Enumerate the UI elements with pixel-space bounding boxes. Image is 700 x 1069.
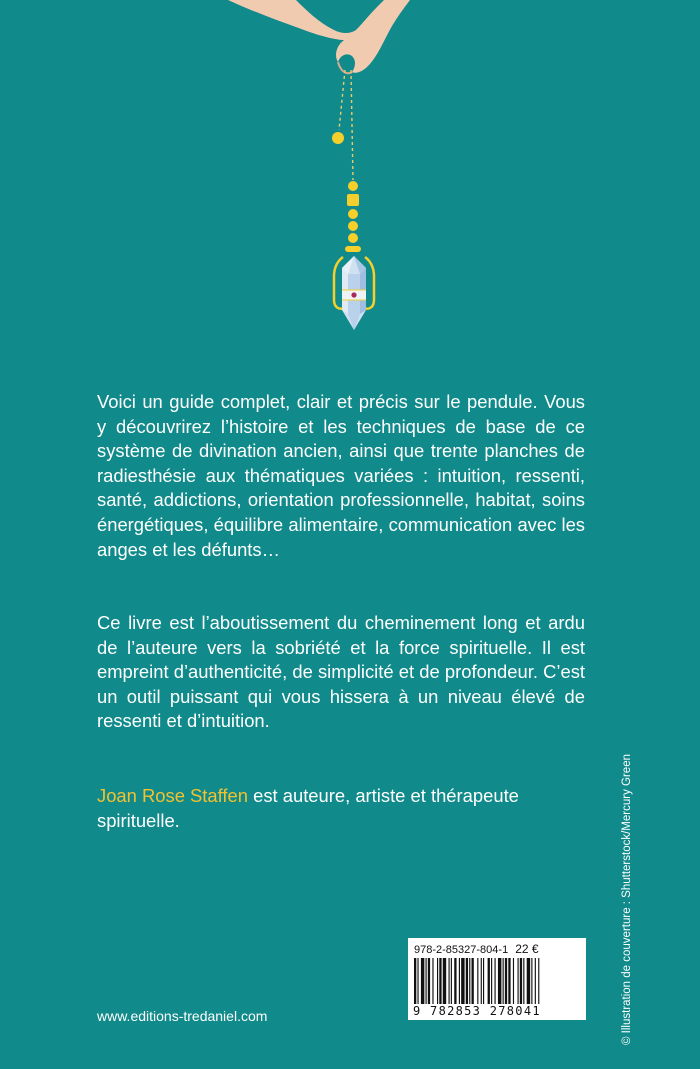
illustration-credit: © Illustration de couverture : Shutterstock/Mercury Green bbox=[621, 754, 633, 1045]
author-bio: est auteure, artiste et thérapeute spirituelle. bbox=[97, 785, 519, 831]
author-name: Joan Rose Staffen bbox=[97, 785, 248, 806]
price-text: 22 € bbox=[515, 942, 539, 956]
cover-illustration bbox=[0, 0, 700, 340]
isbn-text: 978-2-85327-804-1 bbox=[414, 944, 509, 956]
publisher-website: www.editions-tredaniel.com bbox=[97, 1008, 268, 1024]
barcode-digits: 9 782853 278041 bbox=[413, 1004, 541, 1018]
barcode-box bbox=[408, 938, 586, 1020]
hand-icon bbox=[228, 0, 410, 73]
barcode-header bbox=[414, 942, 539, 956]
crystal-icon bbox=[334, 256, 374, 330]
barcode-icon bbox=[414, 958, 580, 1004]
pendulum-icon bbox=[332, 70, 361, 252]
description-paragraph-1: Voici un guide complet, clair et précis sur le pendule. Vous y découvrirez l’histoire et les techniques de base de ce système de divination ancien, ainsi que trente planches de radiesthésie aux thématiques variées : intuition, ressenti, santé, addictions, orientation professionnelle, habitat, soins énergétiques, équilibre alimentaire, communication avec les anges et les défunts… bbox=[97, 391, 585, 560]
description-paragraph-2: Ce livre est l’aboutissement du cheminement long et ardu de l’auteure vers la sobriété et la force spirituelle. Il est empreint d’authenticité, de simplicité et de profondeur. C’est un outil puissant qui vous hissera à un niveau élevé de ressenti et d’intuition. bbox=[97, 612, 585, 732]
author-line bbox=[97, 784, 597, 833]
